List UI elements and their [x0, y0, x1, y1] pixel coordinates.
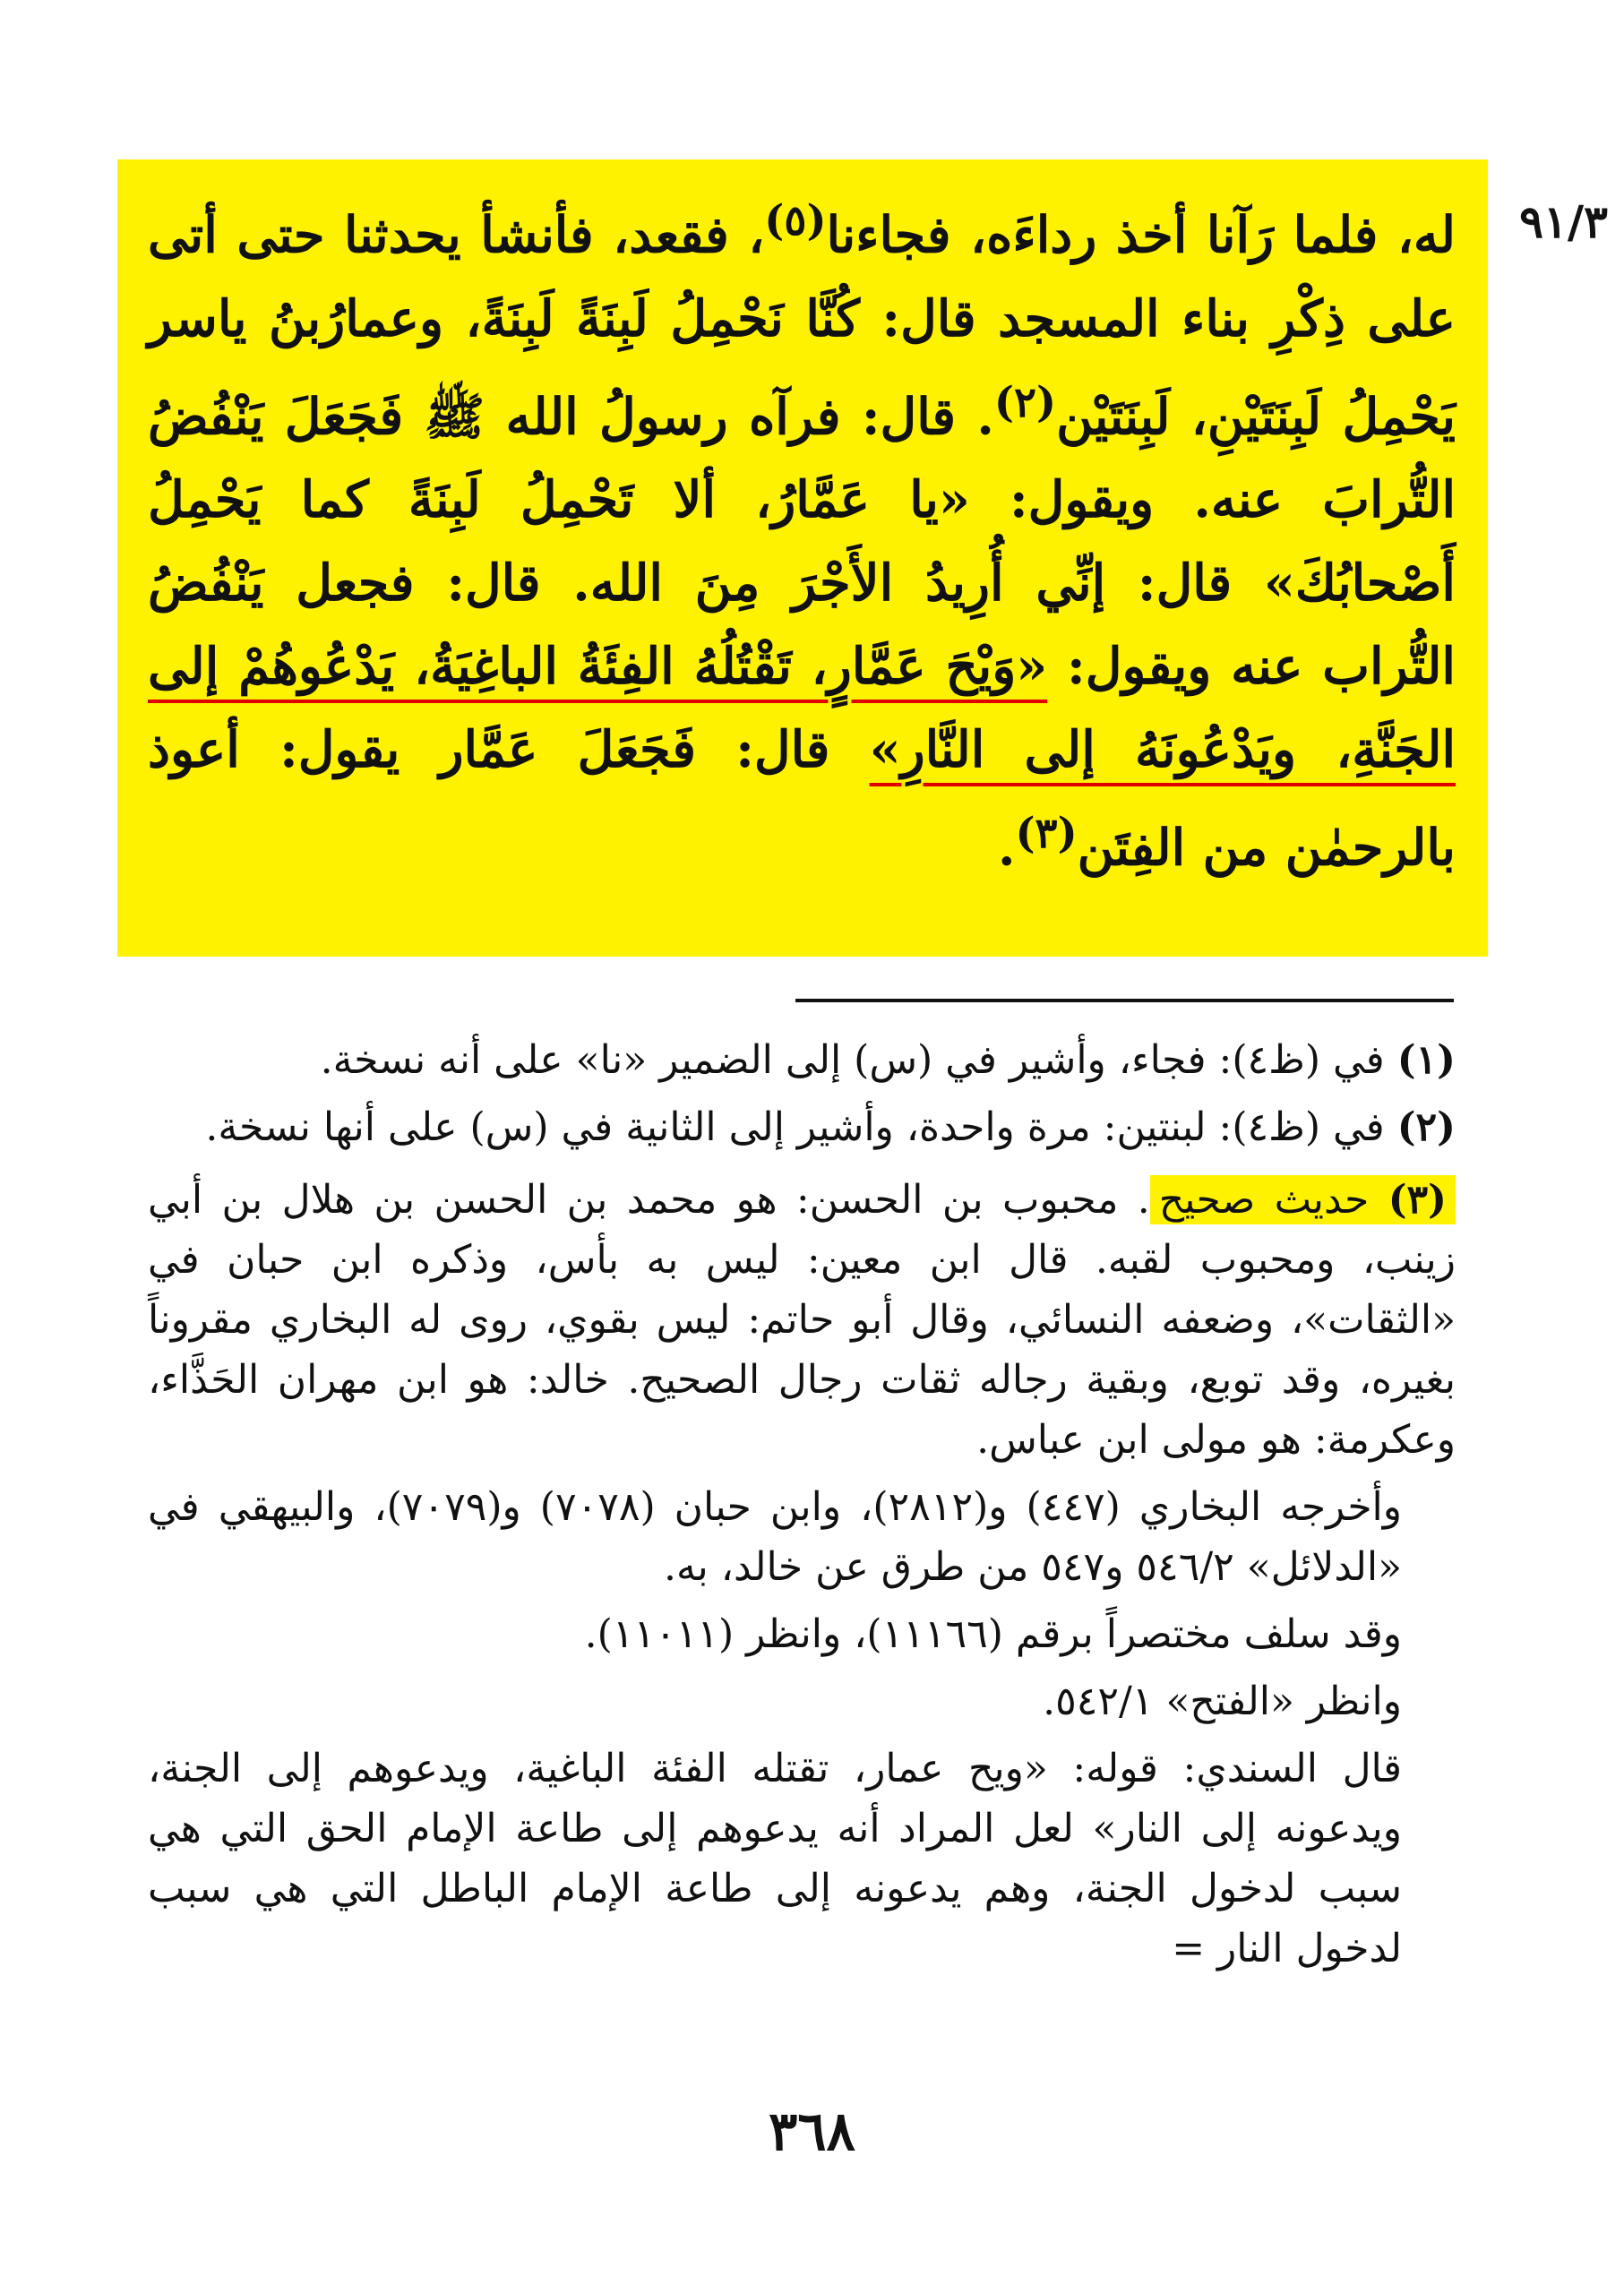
footnote-marker-5: (٥): [764, 196, 827, 245]
margin-reference: ٩١/٣: [1519, 195, 1608, 248]
footnote-number: (٣): [1388, 1177, 1447, 1223]
underlined-quote: «وَيْحَ عَمَّارٍ، تَقْتُلُهُ الفِئَةُ الباغِيَةُ، يَدْعُوهُمْ إلى الجَنَّةِ، ويَدْعُونَهُ إلى النَّارِ»: [148, 637, 1456, 780]
footnote-number: (٢): [1396, 1104, 1456, 1150]
footnote-3: [148, 1170, 1456, 1470]
hadith-text-3: . قال: فرآه رسولُ الله ﷺ فَجَعَلَ يَنْفُضُ التُّرابَ عنه. ويقول: «يا عَمَّارُ، ألا تَحْمِلُ لَبِنَةً كما يَحْمِلُ أَصْحابُكَ» قال: إنِّي أُرِيدُ الأَجْرَ مِنَ الله. قال: فجعل يَنْفُضُ التُّراب عنه ويقول:: [148, 387, 1456, 697]
footnote-text: في (ظ٤): لبنتين: مرة واحدة، وأشير إلى الثانية في (س) على أنها نسخة.: [205, 1104, 1385, 1150]
footnote-number: (١): [1396, 1037, 1456, 1083]
sindi-paragraph: قال السندي: قوله: «ويح عمار، تقتله الفئة الباغية، ويدعوهم إلى الجنة، ويدعونه إلى النار» لعل المراد أنه يدعوهم إلى طاعة الإمام الحق التي هي سبب لدخول الجنة، وهم يدعونه إلى طاعة الإمام الباطل التي هي سبب لدخول النار =: [148, 1746, 1402, 1971]
fath-paragraph: وانظر «الفتح» ٥٤٢/١.: [1043, 1679, 1402, 1724]
footnotes: [148, 1030, 1456, 1986]
page-number: ٣٦٨: [769, 2100, 855, 2163]
footnote-marker-2: (٢): [993, 377, 1057, 427]
footnote-text: في (ظ٤): فجاء، وأشير في (س) إلى الضمير «نا» على أنه نسخة.: [320, 1037, 1385, 1083]
hadith-text-end: .: [997, 818, 1016, 878]
footnote-text: . محبوب بن الحسن: هو محمد بن الحسن بن هلال بن أبي زينب، ومحبوب لقبه. قال ابن معين: ليس به بأس، وذكره ابن حبان في «الثقات»، وضعفه النسائي، وقال أبو حاتم: ليس بقوي، روى له البخاري مقروناً بغيره، وقد توبع، وبقية رجاله ثقات رجال الصحيح. خالد: هو ابن مهران الحَذَّاء، وعكرمة: هو مولى ابن عباس.: [148, 1177, 1456, 1463]
footnote-2: [148, 1097, 1456, 1157]
hadith-text-1: له، فلما رَآنا أخذ رداءَه، فجاءنا: [826, 205, 1456, 265]
grade-label: حديث صحيح: [1158, 1177, 1370, 1223]
hadith-text-4: قال: فَجَعَلَ عَمَّار يقول: أعوذ بالرحمٰن من الفِتَن: [148, 720, 1456, 878]
hadith-text: [148, 179, 1456, 890]
footnote-separator: [795, 999, 1454, 1002]
hadith-grade: [1150, 1175, 1456, 1224]
hadith-text-2: ، فقعد، فأنشأ يحدثنا حتى أتى على ذِكْرِ بناء المسجد قال: كُنَّا نَحْمِلُ لَبِنَةً لَبِنَةً، وعمارُبنُ ياسر يَحْمِلُ لَبِنَتَيْنِ، لَبِنَتَيْن: [148, 205, 1456, 447]
footnote-1: [148, 1030, 1456, 1090]
takhrij-paragraph: وأخرجه البخاري (٤٤٧) و(٢٨١٢)، وابن حبان (٧٠٧٨) و(٧٠٧٩)، والبيهقي في «الدلائل» ٥٤٦/٢ و٥٤٧ من طرق عن خالد، به.: [148, 1484, 1402, 1590]
footnote-marker-3: (٣): [1015, 809, 1078, 859]
salaf-paragraph: وقد سلف مختصراً برقم (١١١٦٦)، وانظر (١١٠١١).: [584, 1611, 1402, 1657]
